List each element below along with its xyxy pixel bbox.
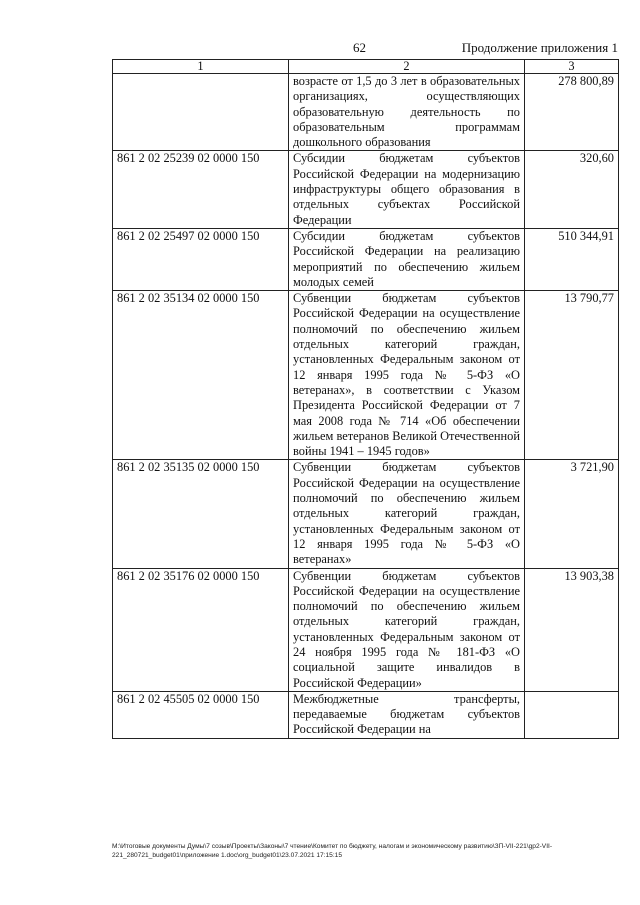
row-description: Межбюджетные трансферты, передаваемые бюджетам субъектов Российской Федерации на [289, 691, 525, 738]
table-row [113, 691, 619, 738]
table-row [113, 291, 619, 460]
budget-code: 861 2 02 25239 02 0000 150 [113, 151, 289, 228]
column-number: 3 [525, 60, 619, 74]
table-row [113, 228, 619, 290]
row-description: Субсидии бюджетам субъектов Российской Федерации на реализацию мероприятий по обеспечению жильем молодых семей [289, 228, 525, 290]
row-amount: 278 800,89 [525, 74, 619, 151]
column-number-row [113, 60, 619, 74]
budget-code: 861 2 02 25497 02 0000 150 [113, 228, 289, 290]
budget-code: 861 2 02 45505 02 0000 150 [113, 691, 289, 738]
continuation-label: Продолжение приложения 1 [461, 40, 618, 55]
row-description: Субвенции бюджетам субъектов Российской Федерации на осуществление полномочий по обеспечению жильем отдельных категорий граждан, установленных Федеральным законом от 12 января 1995 года № 5-ФЗ «О ветеранах», в соответствии с Указом Президента Российской Федерации от 7 мая 2008 года № 714 «Об обеспечении жильем ветеранов Великой Отечественной войны 1941 – 1945 годов» [289, 291, 525, 460]
page-number: 62 [353, 40, 366, 55]
row-amount: 3 721,90 [525, 460, 619, 568]
budget-code: 861 2 02 35134 02 0000 150 [113, 291, 289, 460]
budget-code [113, 74, 289, 151]
table-row [113, 151, 619, 228]
budget-table [112, 59, 619, 739]
row-amount: 13 790,77 [525, 291, 619, 460]
row-amount: 320,60 [525, 151, 619, 228]
table-row [113, 74, 619, 151]
row-amount: 13 903,38 [525, 568, 619, 691]
row-amount: 510 344,91 [525, 228, 619, 290]
budget-code: 861 2 02 35176 02 0000 150 [113, 568, 289, 691]
column-number: 1 [113, 60, 289, 74]
budget-code: 861 2 02 35135 02 0000 150 [113, 460, 289, 568]
table-row [113, 460, 619, 568]
row-description: Субвенции бюджетам субъектов Российской Федерации на осуществление полномочий по обеспечению жильем отдельных категорий граждан, установленных Федеральным законом от 12 января 1995 года № 5-ФЗ «О ветеранах» [289, 460, 525, 568]
column-number: 2 [289, 60, 525, 74]
row-description: Субвенции бюджетам субъектов Российской Федерации на осуществление полномочий по обеспечению жильем отдельных категорий граждан, установленных Федеральным законом от 24 ноября 1995 года № 181-ФЗ «О социальной защите инвалидов в Российской Федерации» [289, 568, 525, 691]
document-file-path: M:\Итоговые документы Думы\7 созыв\Проекты\Законы\7 чтение\Комитет по бюджету, налогам и экономическому развитию\ЗП-VII-221\gp2-VII-221_280721_budget01\приложение 1.doc\org_budget01\23.07.2021 17:15:15 [112, 843, 553, 859]
row-description: Субсидии бюджетам субъектов Российской Федерации на модернизацию инфраструктуры общего образования в отдельных субъектах Российской Федерации [289, 151, 525, 228]
table-row [113, 568, 619, 691]
row-amount [525, 691, 619, 738]
row-description: возрасте от 1,5 до 3 лет в образовательных организациях, осуществляющих образовательную деятельность по образовательным программам дошкольного образования [289, 74, 525, 151]
